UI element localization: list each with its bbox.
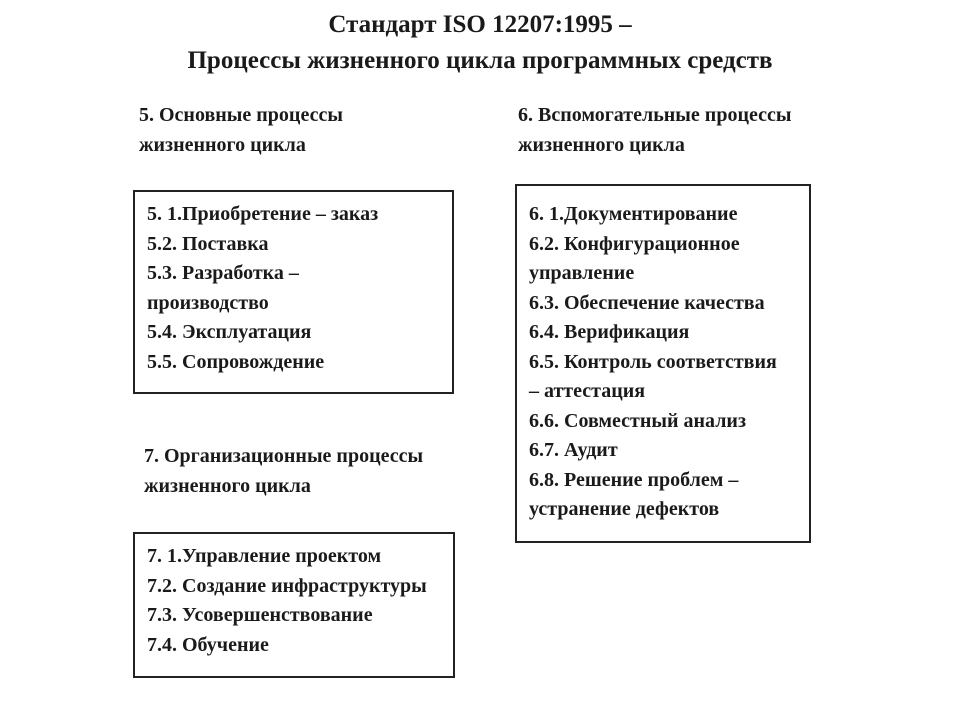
list-item: 5.5. Сопровождение — [147, 350, 325, 373]
section-6-heading-line-1: 6. Вспомогательные процессы — [518, 104, 792, 126]
list-item: 7.2. Создание инфраструктуры — [147, 574, 427, 597]
list-item: 6.4. Верификация — [529, 321, 690, 343]
section-5-heading-line-2: жизненного цикла — [139, 134, 306, 156]
list-item: 5.4. Эксплуатация — [147, 321, 312, 343]
list-item: – аттестация — [529, 380, 646, 402]
list-item: 6. 1.Документирование — [529, 203, 738, 225]
section-7-box — [133, 532, 455, 678]
list-item: 6.6. Совместный анализ — [529, 409, 746, 432]
section-7-heading-line-2: жизненного цикла — [144, 475, 311, 497]
list-item: производство — [147, 291, 269, 314]
list-item: 7.3. Усовершенствование — [147, 604, 373, 626]
list-item: устранение дефектов — [529, 498, 720, 520]
section-7-heading-line-1: 7. Организационные процессы — [144, 445, 424, 467]
section-7-heading — [144, 441, 423, 501]
list-item: 6.5. Контроль соответствия — [529, 350, 777, 373]
list-item: 6.8. Решение проблем – — [529, 468, 739, 491]
page-title-line-2: Процессы жизненного цикла программных средств — [187, 47, 773, 74]
section-5-heading — [139, 100, 343, 160]
list-item: 7. 1.Управление проектом — [147, 545, 382, 567]
list-item: управление — [529, 262, 635, 284]
list-item: 6.3. Обеспечение качества — [529, 291, 765, 314]
list-item: 5.3. Разработка – — [147, 262, 299, 284]
list-item: 7.4. Обучение — [147, 633, 269, 656]
section-6-heading-line-2: жизненного цикла — [518, 134, 685, 156]
list-item: 6.7. Аудит — [529, 439, 618, 461]
list-item: 5. 1.Приобретение – заказ — [147, 203, 379, 225]
list-item: 5.2. Поставка — [147, 232, 269, 255]
section-5-heading-line-1: 5. Основные процессы — [139, 104, 343, 126]
list-item: 6.2. Конфигурационное — [529, 232, 740, 255]
page-title-line-1: Стандарт ISO 12207:1995 – — [328, 11, 632, 38]
section-5-box — [133, 190, 454, 394]
section-6-box — [515, 184, 811, 543]
section-6-heading — [518, 100, 791, 160]
